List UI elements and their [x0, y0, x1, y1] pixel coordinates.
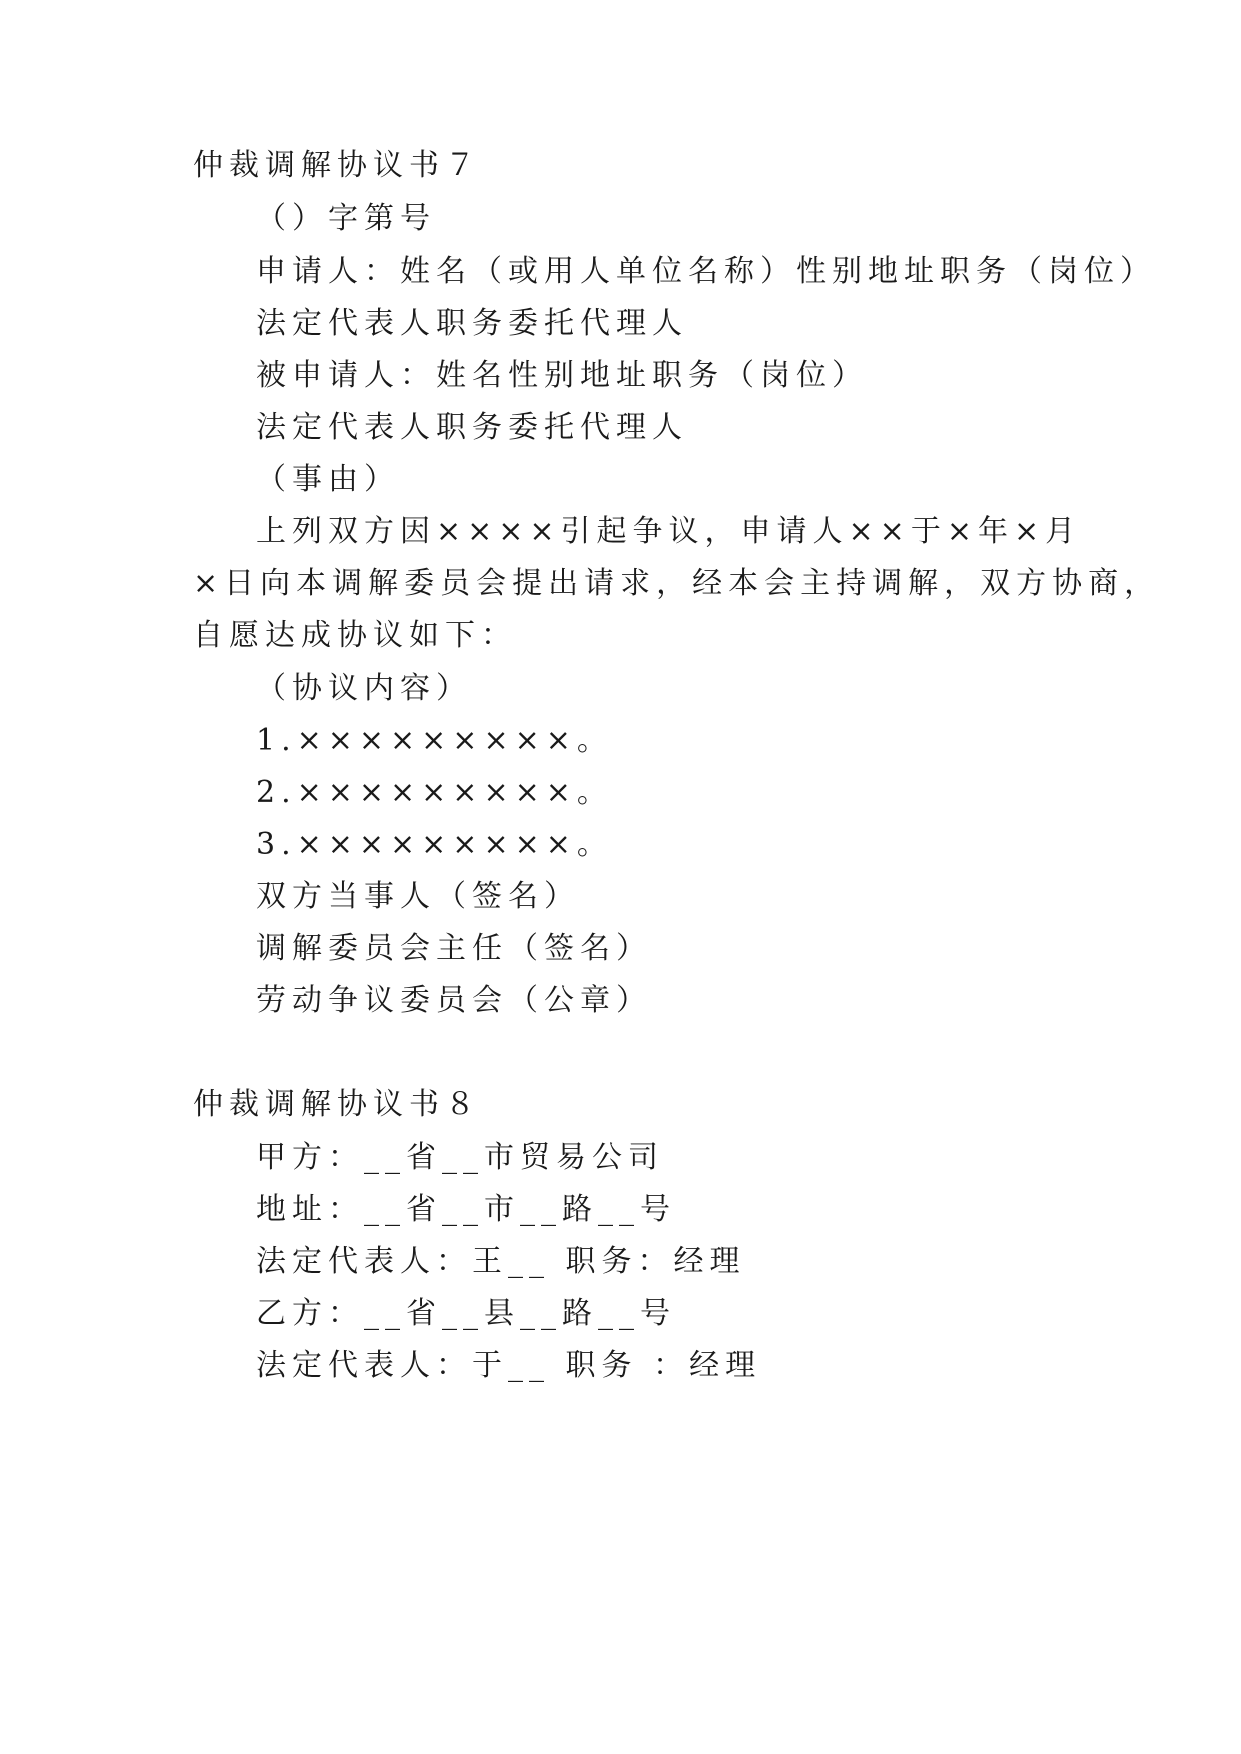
cause-paragraph-line-1: 上列双方因××××引起争议，申请人××于×年×月	[256, 514, 1082, 549]
party-b-line: 乙方：__省__县__路__号	[256, 1296, 676, 1331]
seal-committee: 劳动争议委员会（公章）	[256, 983, 652, 1018]
party-a-representative-line: 法定代表人：王__ 职务：经理	[256, 1244, 746, 1279]
cause-paragraph-line-3: 自愿达成协议如下：	[193, 618, 517, 653]
agreement-item-2: 2.×××××××××。	[256, 775, 613, 810]
party-a-address-line: 地址：__省__市__路__号	[256, 1192, 676, 1227]
signature-parties: 双方当事人（签名）	[256, 879, 580, 914]
cause-heading: （事由）	[256, 462, 400, 497]
respondent-line: 被申请人：姓名性别地址职务（岗位）	[256, 358, 868, 393]
section-8-title: 仲裁调解协议书８	[193, 1087, 481, 1122]
section-7-title: 仲裁调解协议书７	[193, 148, 481, 183]
case-number: （）字第号	[256, 201, 436, 236]
applicant-line: 申请人：姓名（或用人单位名称）性别地址职务（岗位）	[256, 254, 1156, 289]
respondent-representative-line: 法定代表人职务委托代理人	[256, 410, 688, 445]
party-a-line: 甲方：__省__市贸易公司	[256, 1140, 664, 1175]
agreement-item-3: 3.×××××××××。	[256, 827, 613, 862]
applicant-representative-line: 法定代表人职务委托代理人	[256, 306, 688, 341]
party-b-representative-line: 法定代表人：于__ 职务 ：经理	[256, 1348, 762, 1383]
content-heading: （协议内容）	[256, 671, 472, 706]
agreement-item-1: 1.×××××××××。	[256, 723, 613, 758]
cause-paragraph-line-2: ×日向本调解委员会提出请求，经本会主持调解，双方协商，	[193, 566, 1161, 601]
signature-director: 调解委员会主任（签名）	[256, 931, 652, 966]
